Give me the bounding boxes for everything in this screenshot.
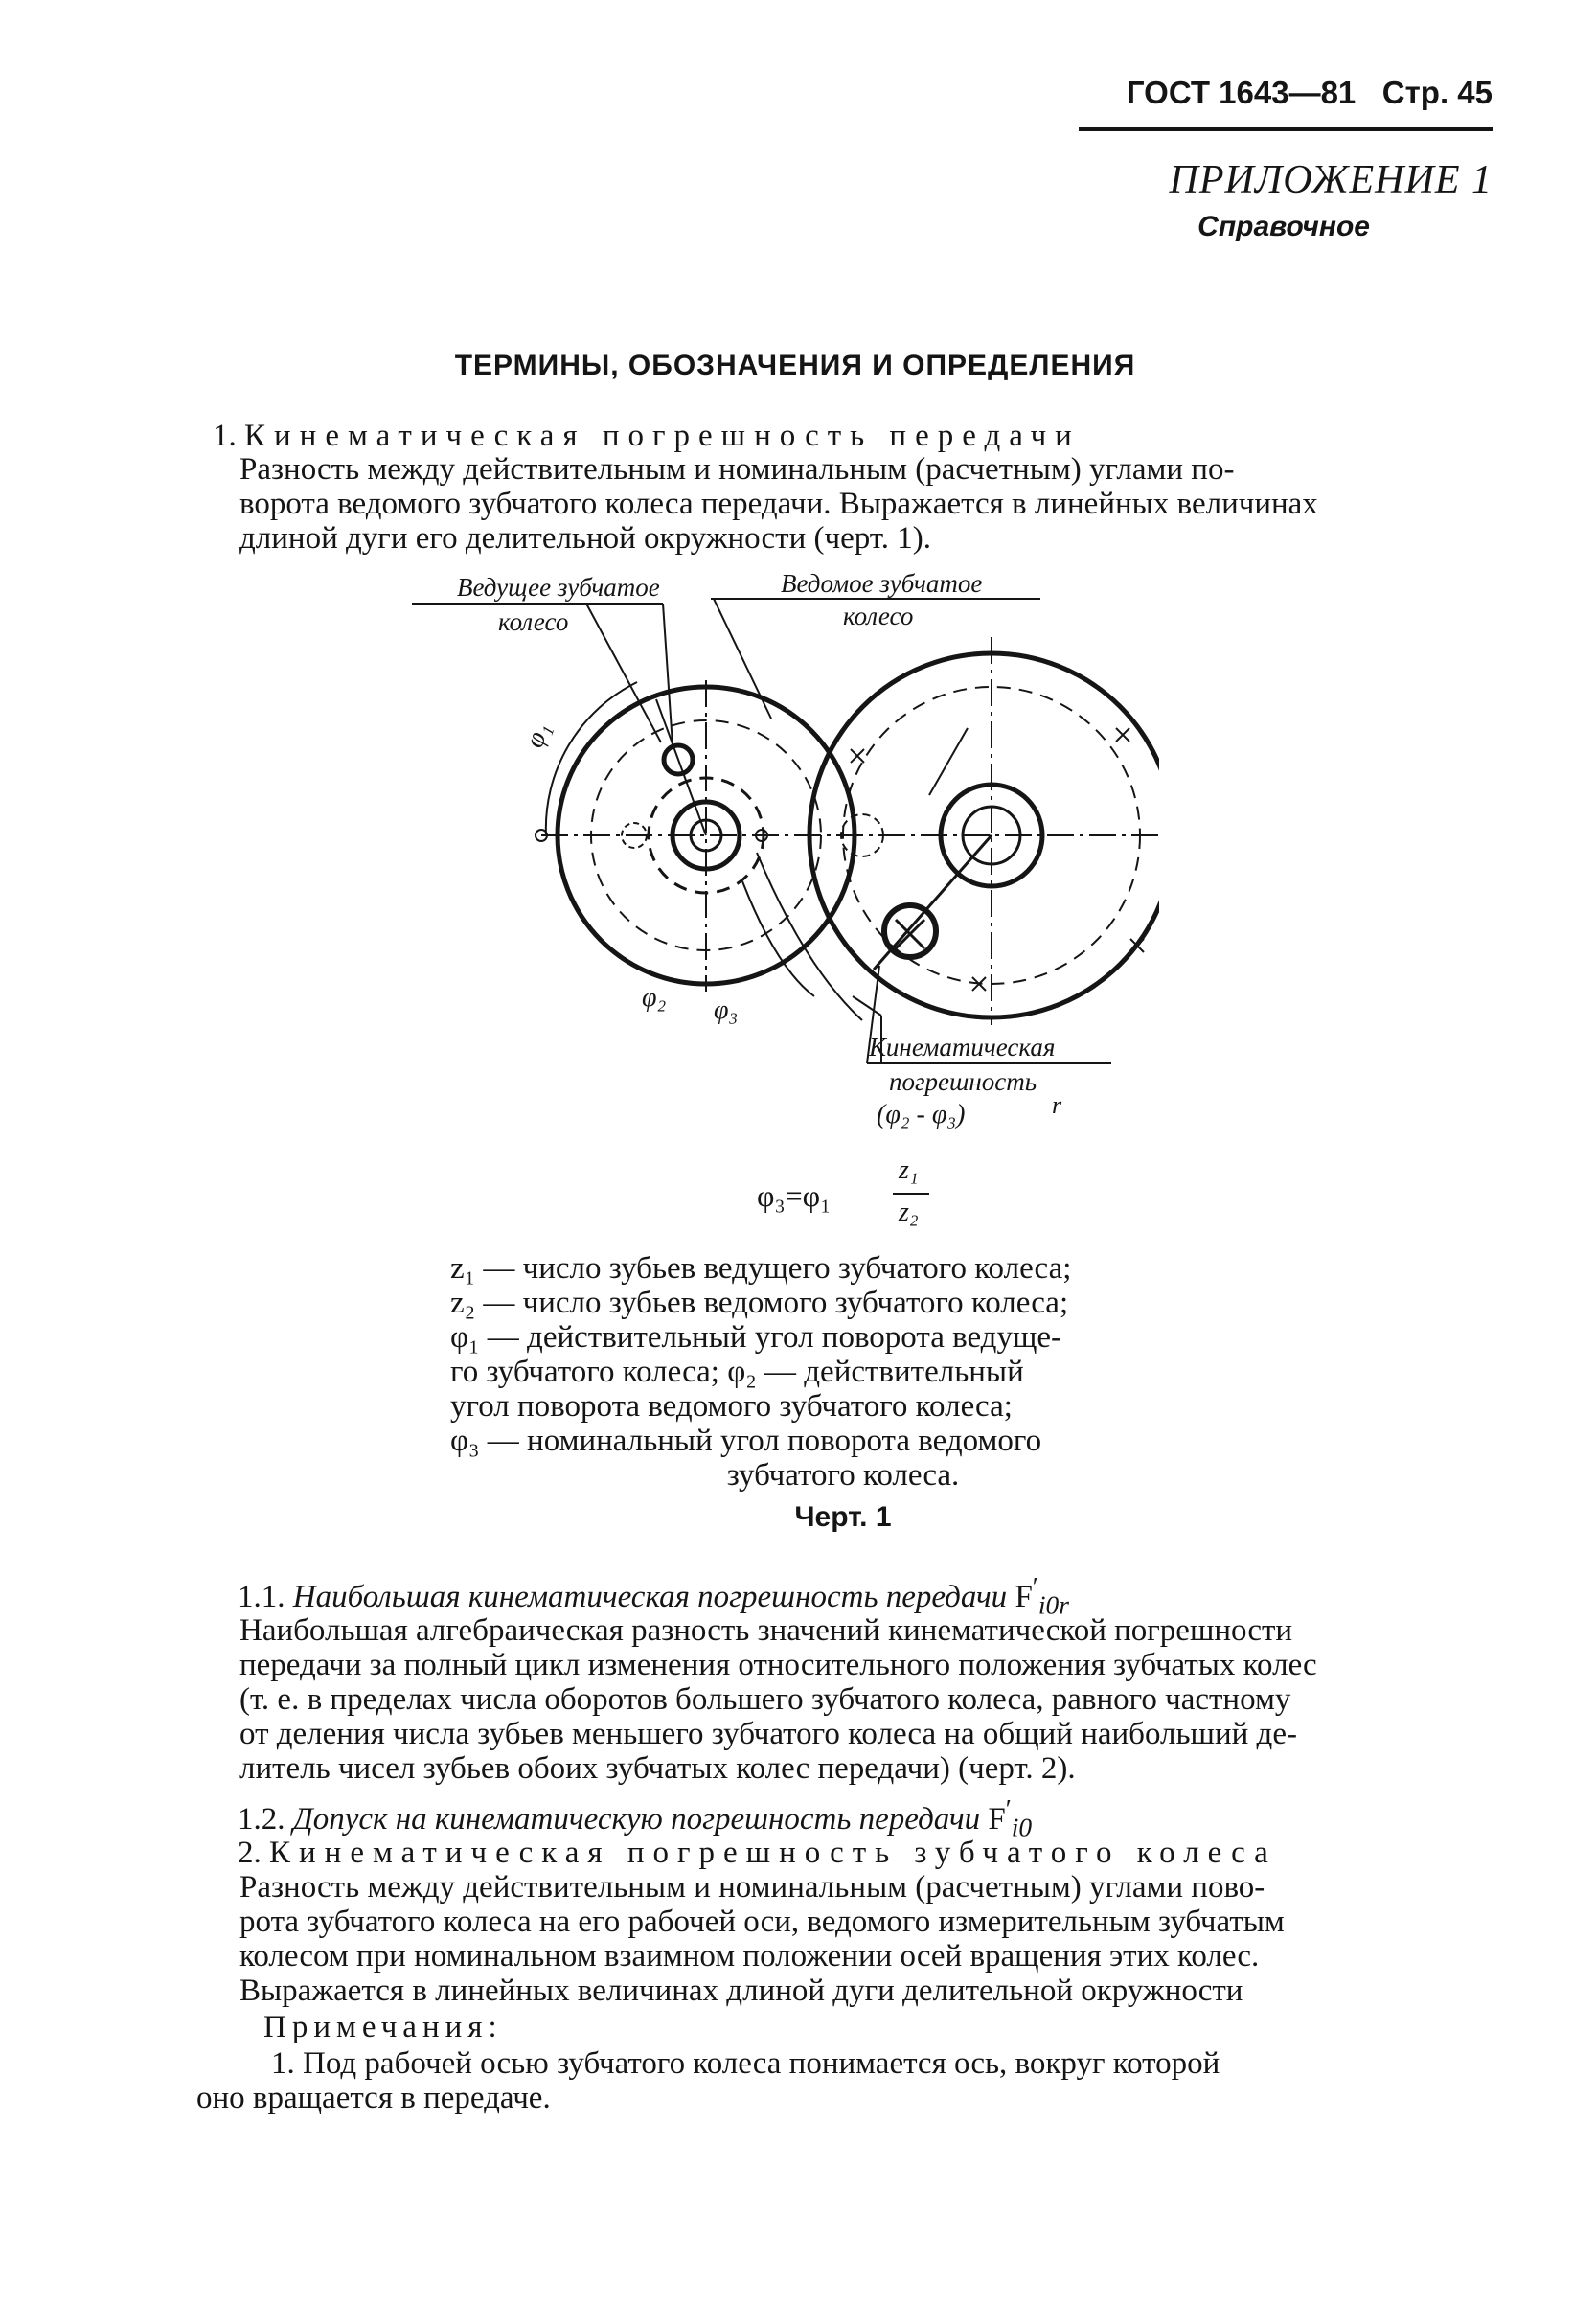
label-driving-gear-2: колесо bbox=[498, 607, 569, 636]
note-1-line-2: оно вращается в передаче. bbox=[196, 2081, 551, 2115]
term-2-text-line-3: колесом при номинальном взаимном положении осей вращения этих колес. bbox=[239, 1939, 1260, 1974]
formula-1 bbox=[757, 1155, 958, 1236]
legend-line-4: го зубчатого колеса; φ₂ — действительный bbox=[450, 1355, 1024, 1389]
appendix-kind: Справочное bbox=[1197, 211, 1370, 242]
note-1-line-1: 1. Под рабочей осью зубчатого колеса понимается ось, вокруг которой bbox=[271, 2046, 1220, 2081]
term-1-1-text-line-1: Наибольшая алгебраическая разность значений кинематической погрешности bbox=[239, 1613, 1293, 1648]
label-error-3: (φ₂ - φ₃) bbox=[877, 1100, 966, 1130]
label-r: r bbox=[1052, 1091, 1062, 1119]
term-1-text-line-1: Разность между действительным и номинальным (расчетным) углами по- bbox=[239, 452, 1235, 487]
label-phi3: φ₃ bbox=[714, 995, 739, 1025]
term-1-1-text-line-5: литель чисел зубьев обоих зубчатых колес передачи) (черт. 2). bbox=[239, 1751, 1076, 1786]
appendix-title: ПРИЛОЖЕНИЕ 1 bbox=[1169, 158, 1493, 202]
term-2-text-line-4: Выражается в линейных величинах длиной дуги делительной окружности bbox=[239, 1974, 1243, 2008]
legend-line-5: угол поворота ведомого зубчатого колеса; bbox=[450, 1389, 1013, 1424]
header-rule bbox=[1079, 127, 1493, 131]
formula-lhs: φ₃=φ₁ bbox=[757, 1178, 832, 1213]
figure-1-gear-drawing bbox=[412, 565, 1159, 1140]
label-driven-gear-1: Ведомое зубчатое bbox=[781, 569, 983, 598]
label-error-2: погрешность bbox=[889, 1067, 1037, 1096]
term-1-1-text-line-4: от деления числа зубьев меньшего зубчатого колеса на общий наибольший де- bbox=[239, 1717, 1297, 1751]
figure-1-caption: Черт. 1 bbox=[794, 1501, 892, 1533]
label-phi2: φ₂ bbox=[642, 983, 667, 1013]
formula-bar bbox=[893, 1193, 929, 1195]
page-header bbox=[1079, 75, 1493, 111]
term-2-text-line-2: рота зубчатого колеса на его рабочей оси, ведомого измерительным зубчатым bbox=[239, 1905, 1285, 1939]
term-1-2-heading: 1.2. Допуск на кинематическую погрешность передачи $F'_{i0}$ bbox=[238, 1793, 1033, 1842]
notes-title: Примечания: bbox=[263, 2010, 503, 2044]
legend-line-1: z₁ — число зубьев ведущего зубчатого колеса; bbox=[450, 1251, 1072, 1286]
page-number: Стр. 45 bbox=[1381, 75, 1493, 110]
term-1-text-line-3: длиной дуги его делительной окружности (черт. 1). bbox=[239, 521, 931, 556]
term-1-1-heading: 1.1. Наибольшая кинематическая погрешность передачи $F'_{i0r}$ bbox=[238, 1571, 1069, 1620]
legend-line-6: φ₃ — номинальный угол поворота ведомого bbox=[450, 1424, 1042, 1458]
term-1-1-text-line-2: передачи за полный цикл изменения относительного положения зубчатых колес bbox=[239, 1648, 1317, 1682]
label-driven-gear-2: колесо bbox=[843, 602, 914, 630]
standard-code: ГОСТ 1643—81 bbox=[1126, 75, 1357, 110]
term-2-heading: 2. Кинематическая погрешность зубчатого колеса bbox=[238, 1836, 1277, 1870]
term-1-text-line-2: ворота ведомого зубчатого колеса передачи. Выражается в линейных величинах bbox=[239, 487, 1318, 521]
legend-line-2: z₂ — число зубьев ведомого зубчатого колеса; bbox=[450, 1286, 1069, 1320]
section-title: ТЕРМИНЫ, ОБОЗНАЧЕНИЯ И ОПРЕДЕЛЕНИЯ bbox=[454, 350, 1136, 381]
formula-numerator: z₁ bbox=[899, 1155, 919, 1185]
formula-denominator: z₂ bbox=[899, 1198, 919, 1227]
term-2-text-line-1: Разность между действительным и номинальным (расчетным) углами пово- bbox=[239, 1870, 1265, 1905]
label-phi1: φ₁ bbox=[519, 719, 557, 752]
legend-line-3: φ₁ — действительный угол поворота ведуще- bbox=[450, 1320, 1062, 1355]
legend-line-7: зубчатого колеса. bbox=[726, 1458, 960, 1493]
term-1-1-text-line-3: (т. е. в пределах числа оборотов большего зубчатого колеса, равного частному bbox=[239, 1682, 1291, 1717]
term-1-heading: 1. Кинематическая погрешность передачи bbox=[213, 419, 1081, 453]
label-error-1: Кинематическая bbox=[869, 1033, 1056, 1061]
label-driving-gear-1: Ведущее зубчатое bbox=[457, 573, 660, 602]
